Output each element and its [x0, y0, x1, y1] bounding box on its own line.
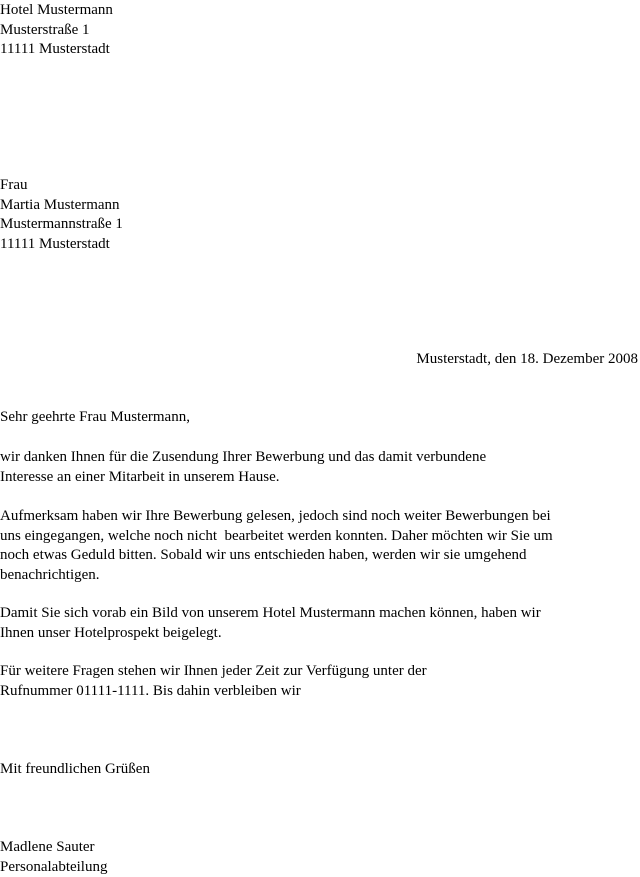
paragraph-line: benachrichtigen.: [0, 566, 553, 586]
sender-street: Musterstraße 1: [0, 21, 113, 41]
recipient-salutation-line: Frau: [0, 176, 123, 196]
recipient-address: [0, 176, 123, 254]
paragraph-line: uns eingegangen, welche noch nicht bearbeitet werden konnten. Daher möchten wir Sie um: [0, 527, 553, 547]
paragraph-line: Damit Sie sich vorab ein Bild von unserem Hotel Mustermann machen können, haben wir: [0, 604, 541, 624]
paragraph-line: Rufnummer 01111-1111. Bis dahin verbleiben wir: [0, 682, 427, 702]
signature-name: Madlene Sauter: [0, 838, 107, 858]
sender-city: 11111 Musterstadt: [0, 40, 113, 60]
signature-department: Personalabteilung: [0, 858, 107, 877]
letter-closing: [0, 760, 150, 780]
body-paragraph-1: [0, 448, 486, 487]
letter-salutation: [0, 408, 190, 428]
paragraph-line: Interesse an einer Mitarbeit in unserem Hause.: [0, 468, 486, 488]
sender-address: [0, 1, 113, 60]
paragraph-line: Aufmerksam haben wir Ihre Bewerbung gelesen, jedoch sind noch weiter Bewerbungen bei: [0, 507, 553, 527]
letter-date: Musterstadt, den 18. Dezember 2008: [416, 350, 638, 370]
salutation-text: Sehr geehrte Frau Mustermann,: [0, 408, 190, 428]
recipient-name: Martia Mustermann: [0, 196, 123, 216]
closing-text: Mit freundlichen Grüßen: [0, 760, 150, 780]
paragraph-line: Für weitere Fragen stehen wir Ihnen jeder Zeit zur Verfügung unter der: [0, 662, 427, 682]
body-paragraph-3: [0, 604, 541, 643]
paragraph-line: Ihnen unser Hotelprospekt beigelegt.: [0, 624, 541, 644]
body-paragraph-4: [0, 662, 427, 701]
paragraph-line: wir danken Ihnen für die Zusendung Ihrer Bewerbung und das damit verbundene: [0, 448, 486, 468]
paragraph-line: noch etwas Geduld bitten. Sobald wir uns entschieden haben, werden wir sie umgehend: [0, 546, 553, 566]
body-paragraph-2: [0, 507, 553, 585]
sender-name: Hotel Mustermann: [0, 1, 113, 21]
signature-block: [0, 838, 107, 877]
recipient-street: Mustermannstraße 1: [0, 215, 123, 235]
recipient-city: 11111 Musterstadt: [0, 235, 123, 255]
